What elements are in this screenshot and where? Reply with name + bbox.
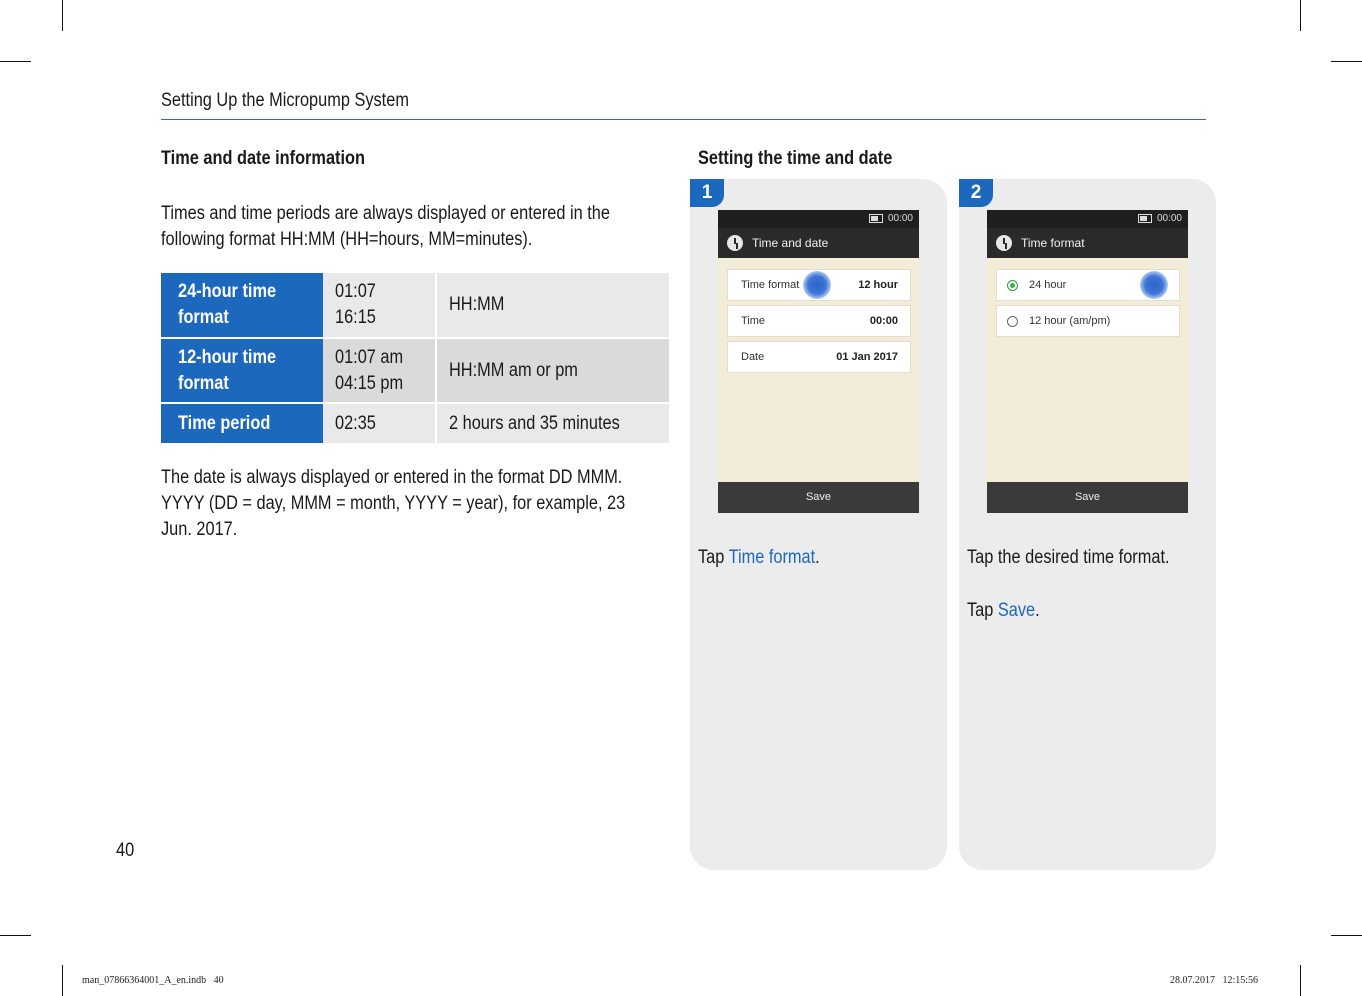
crop-mark [62,965,63,996]
step-2-save-instruction: Tap Save. [967,600,1040,621]
print-slug-file: man_07866364001_A_en.indb 40 [82,975,224,986]
page-number: 40 [116,840,135,861]
format-example: 02:35 [323,403,436,444]
option-24-hour[interactable]: 24 hour [996,269,1180,301]
crop-mark [1331,935,1362,936]
save-button[interactable]: Save [718,482,919,513]
crop-mark [0,935,31,936]
radio-unselected-icon[interactable] [1007,316,1018,327]
battery-icon [869,214,883,223]
save-link: Save [997,600,1036,621]
header-rule [161,119,1206,120]
intro-paragraph: Times and time periods are always displayed or entered in the following format HH:MM (HH=hours, MM=minutes). [161,203,610,250]
option-12-hour[interactable]: 12 hour (am/pm) [996,305,1180,337]
touch-indicator-icon [803,271,831,299]
time-format-link: Time format [728,547,816,568]
format-description: HH:MM [436,273,669,338]
device-screen-time-format [987,210,1188,513]
format-description: 2 hours and 35 minutes [436,403,669,444]
battery-icon [1138,214,1152,223]
date-format-paragraph: The date is always displayed or entered in the format DD MMM. YYYY (DD = day, MMM = month, YYYY = year), for example, 23 Jun. 2017. [161,467,626,540]
step-number-badge: 1 [690,179,724,207]
format-description: HH:MM am or pm [436,338,669,403]
status-bar: 00:00 [987,210,1188,228]
print-slug-timestamp: 28.07.2017 12:15:56 [1170,975,1259,986]
touch-indicator-icon [1140,271,1168,299]
radio-selected-icon[interactable] [1007,280,1018,291]
crop-mark [62,0,63,31]
crop-mark [1300,0,1301,31]
section-heading-setting-time-date: Setting the time and date [698,148,893,169]
running-header: Setting Up the Micropump System [161,90,409,111]
format-key: 12-hour time format [161,338,323,403]
format-key: 24-hour time format [161,273,323,338]
crop-mark [1300,965,1301,996]
table-row [161,403,669,444]
table-row [161,273,669,338]
step-number-badge: 2 [959,179,993,207]
menu-row-date[interactable]: Date 01 Jan 2017 [727,341,911,373]
clock-icon [727,235,743,251]
device-screen-time-and-date [718,210,919,513]
time-format-table [161,273,669,445]
status-bar: 00:00 [718,210,919,228]
screen-title-bar: Time and date [718,228,919,258]
format-example: 01:07 16:15 [323,273,436,338]
menu-row-time-format[interactable]: Time format 12 hour [727,269,911,301]
screen-title-bar: Time format [987,228,1188,258]
step-1-instruction: Tap Time format. [698,547,820,568]
format-example: 01:07 am 04:15 pm [323,338,436,403]
save-button[interactable]: Save [987,482,1188,513]
clock-icon [996,235,1012,251]
menu-row-time[interactable]: Time 00:00 [727,305,911,337]
format-key: Time period [161,403,323,444]
crop-mark [1331,61,1362,62]
section-heading-time-date-info: Time and date information [161,148,365,169]
crop-mark [0,61,31,62]
step-2-instruction: Tap the desired time format. [967,547,1170,568]
table-row [161,338,669,403]
